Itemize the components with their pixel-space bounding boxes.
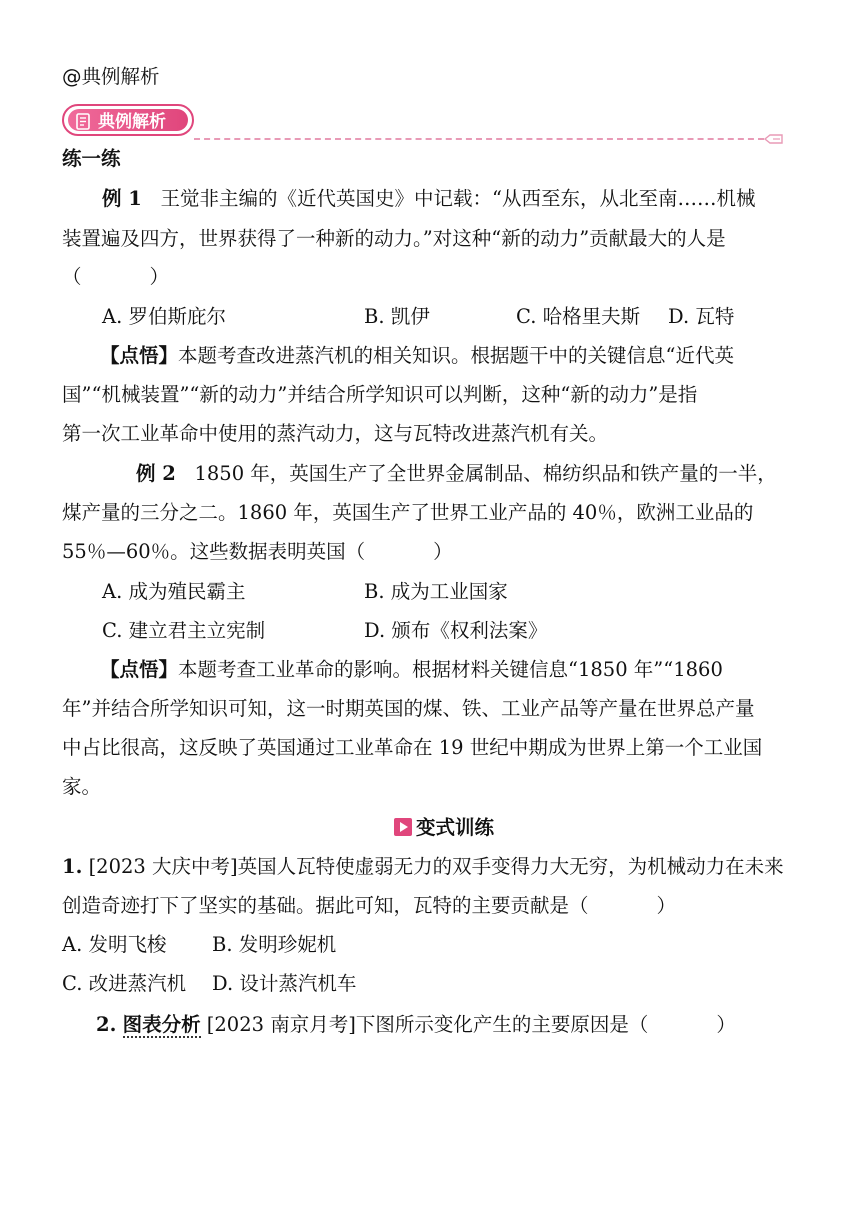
example1-answer-blank: （ ） bbox=[62, 265, 170, 288]
example1-line1: 例 1 王觉非主编的《近代英国史》中记载：“从西至东，从北至南……机械 bbox=[102, 187, 756, 210]
example2-option-a: A. 成为殖民霸主 bbox=[102, 580, 246, 603]
variant-q1-option-a: A. 发明飞梭 bbox=[62, 933, 167, 956]
example1-option-c: C. 哈格里夫斯 bbox=[516, 305, 641, 328]
example1-option-a: A. 罗伯斯庇尔 bbox=[102, 305, 226, 328]
example2-line3: 55％—60％。这些数据表明英国（ ） bbox=[62, 540, 453, 563]
example1-option-d: D. 瓦特 bbox=[668, 305, 735, 328]
example2-option-c: C. 建立君主立宪制 bbox=[102, 619, 266, 642]
document-icon bbox=[76, 113, 90, 130]
example2-label: 例 2 bbox=[136, 462, 176, 485]
example2-hint-line4: 家。 bbox=[62, 775, 102, 798]
chart-analysis-tag: 图表分析 bbox=[122, 1013, 201, 1036]
variant-q2-line: 2. 图表分析 [2023 南京月考]下图所示变化产生的主要原因是（ ） bbox=[96, 1013, 736, 1036]
example1-hint-line1: 【点悟】本题考查改进蒸汽机的相关知识。根据题干中的关键信息“近代英 bbox=[100, 344, 734, 367]
section-banner bbox=[62, 104, 194, 136]
divider bbox=[194, 138, 764, 140]
variant-q1-option-c: C. 改进蒸汽机 bbox=[62, 972, 187, 995]
variant-q1-option-d: D. 设计蒸汽机车 bbox=[212, 972, 357, 995]
example2-option-d: D. 颁布《权利法案》 bbox=[364, 619, 548, 642]
practice-heading: 练一练 bbox=[62, 147, 121, 170]
example1-hint-line2: 国”“机械装置”“新的动力”并结合所学知识可以判断，这种“新的动力”是指 bbox=[62, 383, 698, 406]
example2-hint-line2: 年”并结合所学知识可知，这一时期英国的煤、铁、工业产品等产量在世界总产量 bbox=[62, 697, 755, 720]
example1-label: 例 1 bbox=[102, 187, 142, 210]
hint-label: 【点悟】 bbox=[100, 344, 179, 367]
example1-hint-line3: 第一次工业革命中使用的蒸汽动力，这与瓦特改进蒸汽机有关。 bbox=[62, 422, 609, 445]
example2-line2: 煤产量的三分之二。1860 年，英国生产了世界工业产品的 40％，欧洲工业品的 bbox=[62, 501, 754, 524]
variant-q1-line2: 创造奇迹打下了坚实的基础。据此可知，瓦特的主要贡献是（ ） bbox=[62, 894, 677, 917]
example2-hint-line3: 中占比很高，这反映了英国通过工业革命在 19 世纪中期成为世界上第一个工业国 bbox=[62, 736, 763, 759]
example2-line1: 例 2 1850 年，英国生产了全世界金属制品、棉纺织品和铁产量的一半， bbox=[136, 462, 777, 485]
variant-title: 变式训练 bbox=[394, 815, 494, 841]
example2-option-b: B. 成为工业国家 bbox=[364, 580, 508, 603]
pencil-icon bbox=[764, 132, 784, 146]
example1-line2: 装置遍及四方，世界获得了一种新的动力。”对这种“新的动力”贡献最大的人是 bbox=[62, 227, 726, 250]
hint-label: 【点悟】 bbox=[100, 658, 179, 681]
play-icon bbox=[394, 818, 412, 836]
example1-option-b: B. 凯伊 bbox=[364, 305, 430, 328]
banner-label: 典例解析 bbox=[98, 112, 166, 132]
variant-q1-option-b: B. 发明珍妮机 bbox=[212, 933, 337, 956]
example2-hint-line1: 【点悟】本题考查工业革命的影响。根据材料关键信息“1850 年”“1860 bbox=[100, 658, 723, 681]
top-heading: @典例解析 bbox=[62, 65, 160, 88]
variant-q1-line1: 1. [2023 大庆中考]英国人瓦特使虚弱无力的双手变得力大无穷，为机械动力在未来 bbox=[62, 855, 784, 878]
